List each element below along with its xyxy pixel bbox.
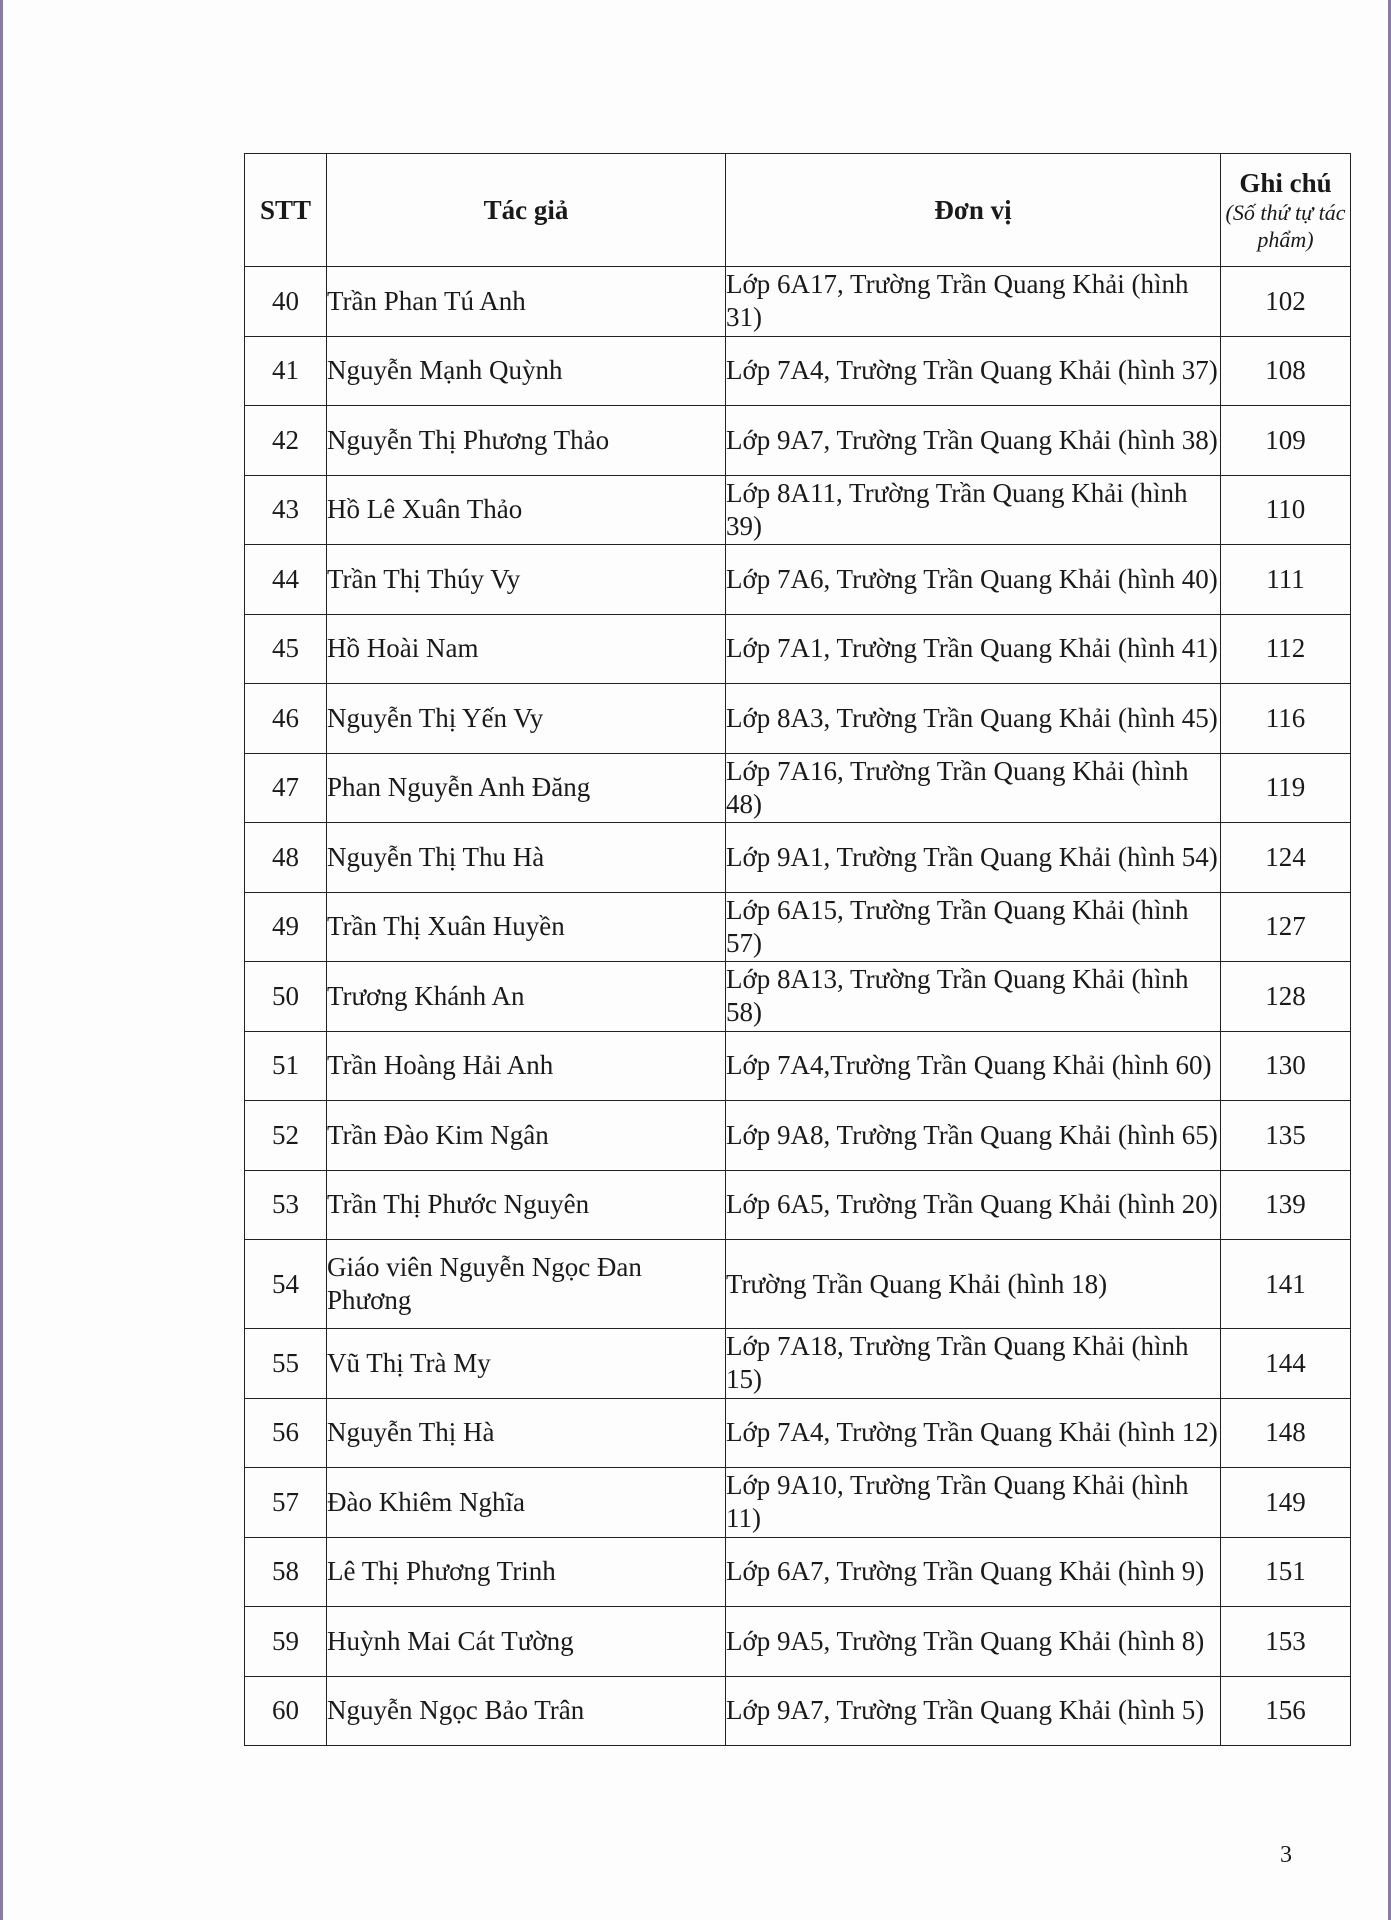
cell-note: 141 — [1221, 1240, 1351, 1329]
cell-note: 112 — [1221, 614, 1351, 684]
cell-stt: 57 — [245, 1468, 327, 1538]
table-row — [245, 614, 1351, 684]
table-row — [245, 1537, 1351, 1607]
cell-author: Nguyễn Thị Hà — [327, 1398, 726, 1468]
cell-author: Hồ Lê Xuân Thảo — [327, 475, 726, 545]
header-note-subtitle: (Số thứ tự tác phẩm) — [1225, 200, 1346, 252]
cell-stt: 48 — [245, 823, 327, 893]
cell-author: Trần Hoàng Hải Anh — [327, 1031, 726, 1101]
table-row — [245, 1170, 1351, 1240]
table-row — [245, 545, 1351, 615]
cell-author: Nguyễn Thị Phương Thảo — [327, 406, 726, 476]
cell-stt: 60 — [245, 1676, 327, 1746]
cell-note: 139 — [1221, 1170, 1351, 1240]
cell-author: Trần Thị Xuân Huyền — [327, 892, 726, 962]
page-number: 3 — [1280, 1842, 1292, 1868]
cell-note: 109 — [1221, 406, 1351, 476]
cell-stt: 40 — [245, 267, 327, 337]
cell-stt: 51 — [245, 1031, 327, 1101]
cell-unit: Lớp 9A10, Trường Trần Quang Khải (hình 11) — [726, 1468, 1221, 1538]
cell-stt: 50 — [245, 962, 327, 1032]
cell-stt: 56 — [245, 1398, 327, 1468]
cell-stt: 52 — [245, 1101, 327, 1171]
cell-stt: 54 — [245, 1240, 327, 1329]
cell-stt: 55 — [245, 1329, 327, 1399]
table-row — [245, 1031, 1351, 1101]
table-body — [245, 267, 1351, 1746]
cell-note: 135 — [1221, 1101, 1351, 1171]
page-edge-left — [0, 0, 3, 1920]
cell-note: 119 — [1221, 753, 1351, 823]
table-row — [245, 962, 1351, 1032]
cell-unit: Lớp 7A4,Trường Trần Quang Khải (hình 60) — [726, 1031, 1221, 1101]
cell-unit: Lớp 7A1, Trường Trần Quang Khải (hình 41) — [726, 614, 1221, 684]
table-row — [245, 1398, 1351, 1468]
cell-author: Đào Khiêm Nghĩa — [327, 1468, 726, 1538]
cell-unit: Lớp 9A7, Trường Trần Quang Khải (hình 5) — [726, 1676, 1221, 1746]
cell-note: 127 — [1221, 892, 1351, 962]
cell-author: Vũ Thị Trà My — [327, 1329, 726, 1399]
header-note — [1221, 154, 1351, 267]
cell-note: 149 — [1221, 1468, 1351, 1538]
cell-stt: 49 — [245, 892, 327, 962]
cell-author: Trần Đào Kim Ngân — [327, 1101, 726, 1171]
cell-unit: Lớp 7A4, Trường Trần Quang Khải (hình 37) — [726, 336, 1221, 406]
table-row — [245, 406, 1351, 476]
cell-note: 108 — [1221, 336, 1351, 406]
cell-unit: Lớp 9A1, Trường Trần Quang Khải (hình 54) — [726, 823, 1221, 893]
table-row — [245, 1676, 1351, 1746]
cell-stt: 41 — [245, 336, 327, 406]
cell-note: 116 — [1221, 684, 1351, 754]
cell-unit: Lớp 7A16, Trường Trần Quang Khải (hình 48) — [726, 753, 1221, 823]
cell-author: Lê Thị Phương Trinh — [327, 1537, 726, 1607]
table-row — [245, 1468, 1351, 1538]
cell-unit: Lớp 9A8, Trường Trần Quang Khải (hình 65) — [726, 1101, 1221, 1171]
table-row — [245, 1329, 1351, 1399]
cell-note: 144 — [1221, 1329, 1351, 1399]
cell-note: 110 — [1221, 475, 1351, 545]
table-row — [245, 892, 1351, 962]
table-row — [245, 753, 1351, 823]
header-note-title: Ghi chú — [1239, 168, 1332, 198]
cell-stt: 47 — [245, 753, 327, 823]
cell-unit: Lớp 6A5, Trường Trần Quang Khải (hình 20) — [726, 1170, 1221, 1240]
table-row — [245, 1240, 1351, 1329]
cell-note: 102 — [1221, 267, 1351, 337]
cell-note: 128 — [1221, 962, 1351, 1032]
cell-unit: Lớp 7A18, Trường Trần Quang Khải (hình 15) — [726, 1329, 1221, 1399]
cell-stt: 44 — [245, 545, 327, 615]
header-unit: Đơn vị — [726, 154, 1221, 267]
cell-unit: Lớp 9A5, Trường Trần Quang Khải (hình 8) — [726, 1607, 1221, 1677]
cell-note: 151 — [1221, 1537, 1351, 1607]
cell-author: Trần Thị Thúy Vy — [327, 545, 726, 615]
header-stt: STT — [245, 154, 327, 267]
table-row — [245, 336, 1351, 406]
cell-unit: Lớp 6A7, Trường Trần Quang Khải (hình 9) — [726, 1537, 1221, 1607]
author-table — [244, 153, 1351, 1746]
cell-stt: 43 — [245, 475, 327, 545]
cell-author: Nguyễn Mạnh Quỳnh — [327, 336, 726, 406]
cell-author: Hồ Hoài Nam — [327, 614, 726, 684]
cell-author: Trần Thị Phước Nguyên — [327, 1170, 726, 1240]
cell-unit: Lớp 9A7, Trường Trần Quang Khải (hình 38) — [726, 406, 1221, 476]
table-row — [245, 1607, 1351, 1677]
cell-stt: 59 — [245, 1607, 327, 1677]
cell-stt: 53 — [245, 1170, 327, 1240]
cell-author: Huỳnh Mai Cát Tường — [327, 1607, 726, 1677]
cell-stt: 46 — [245, 684, 327, 754]
cell-stt: 45 — [245, 614, 327, 684]
cell-note: 130 — [1221, 1031, 1351, 1101]
cell-author: Giáo viên Nguyễn Ngọc Đan Phương — [327, 1240, 726, 1329]
table-row — [245, 475, 1351, 545]
table-row — [245, 684, 1351, 754]
cell-author: Nguyễn Ngọc Bảo Trân — [327, 1676, 726, 1746]
cell-author: Phan Nguyễn Anh Đăng — [327, 753, 726, 823]
table-row — [245, 267, 1351, 337]
table-row — [245, 823, 1351, 893]
cell-author: Trần Phan Tú Anh — [327, 267, 726, 337]
cell-author: Nguyễn Thị Yến Vy — [327, 684, 726, 754]
cell-note: 156 — [1221, 1676, 1351, 1746]
header-author: Tác giả — [327, 154, 726, 267]
cell-unit: Lớp 8A11, Trường Trần Quang Khải (hình 39) — [726, 475, 1221, 545]
cell-unit: Lớp 7A6, Trường Trần Quang Khải (hình 40) — [726, 545, 1221, 615]
cell-note: 148 — [1221, 1398, 1351, 1468]
header-row — [245, 154, 1351, 267]
cell-unit: Lớp 6A15, Trường Trần Quang Khải (hình 57) — [726, 892, 1221, 962]
cell-stt: 42 — [245, 406, 327, 476]
table-row — [245, 1101, 1351, 1171]
cell-unit: Lớp 8A3, Trường Trần Quang Khải (hình 45) — [726, 684, 1221, 754]
table-header — [245, 154, 1351, 267]
cell-note: 111 — [1221, 545, 1351, 615]
cell-stt: 58 — [245, 1537, 327, 1607]
cell-unit: Lớp 8A13, Trường Trần Quang Khải (hình 58) — [726, 962, 1221, 1032]
cell-author: Trương Khánh An — [327, 962, 726, 1032]
cell-author: Nguyễn Thị Thu Hà — [327, 823, 726, 893]
cell-unit: Lớp 7A4, Trường Trần Quang Khải (hình 12) — [726, 1398, 1221, 1468]
cell-note: 153 — [1221, 1607, 1351, 1677]
cell-unit: Trường Trần Quang Khải (hình 18) — [726, 1240, 1221, 1329]
cell-unit: Lớp 6A17, Trường Trần Quang Khải (hình 31) — [726, 267, 1221, 337]
cell-note: 124 — [1221, 823, 1351, 893]
